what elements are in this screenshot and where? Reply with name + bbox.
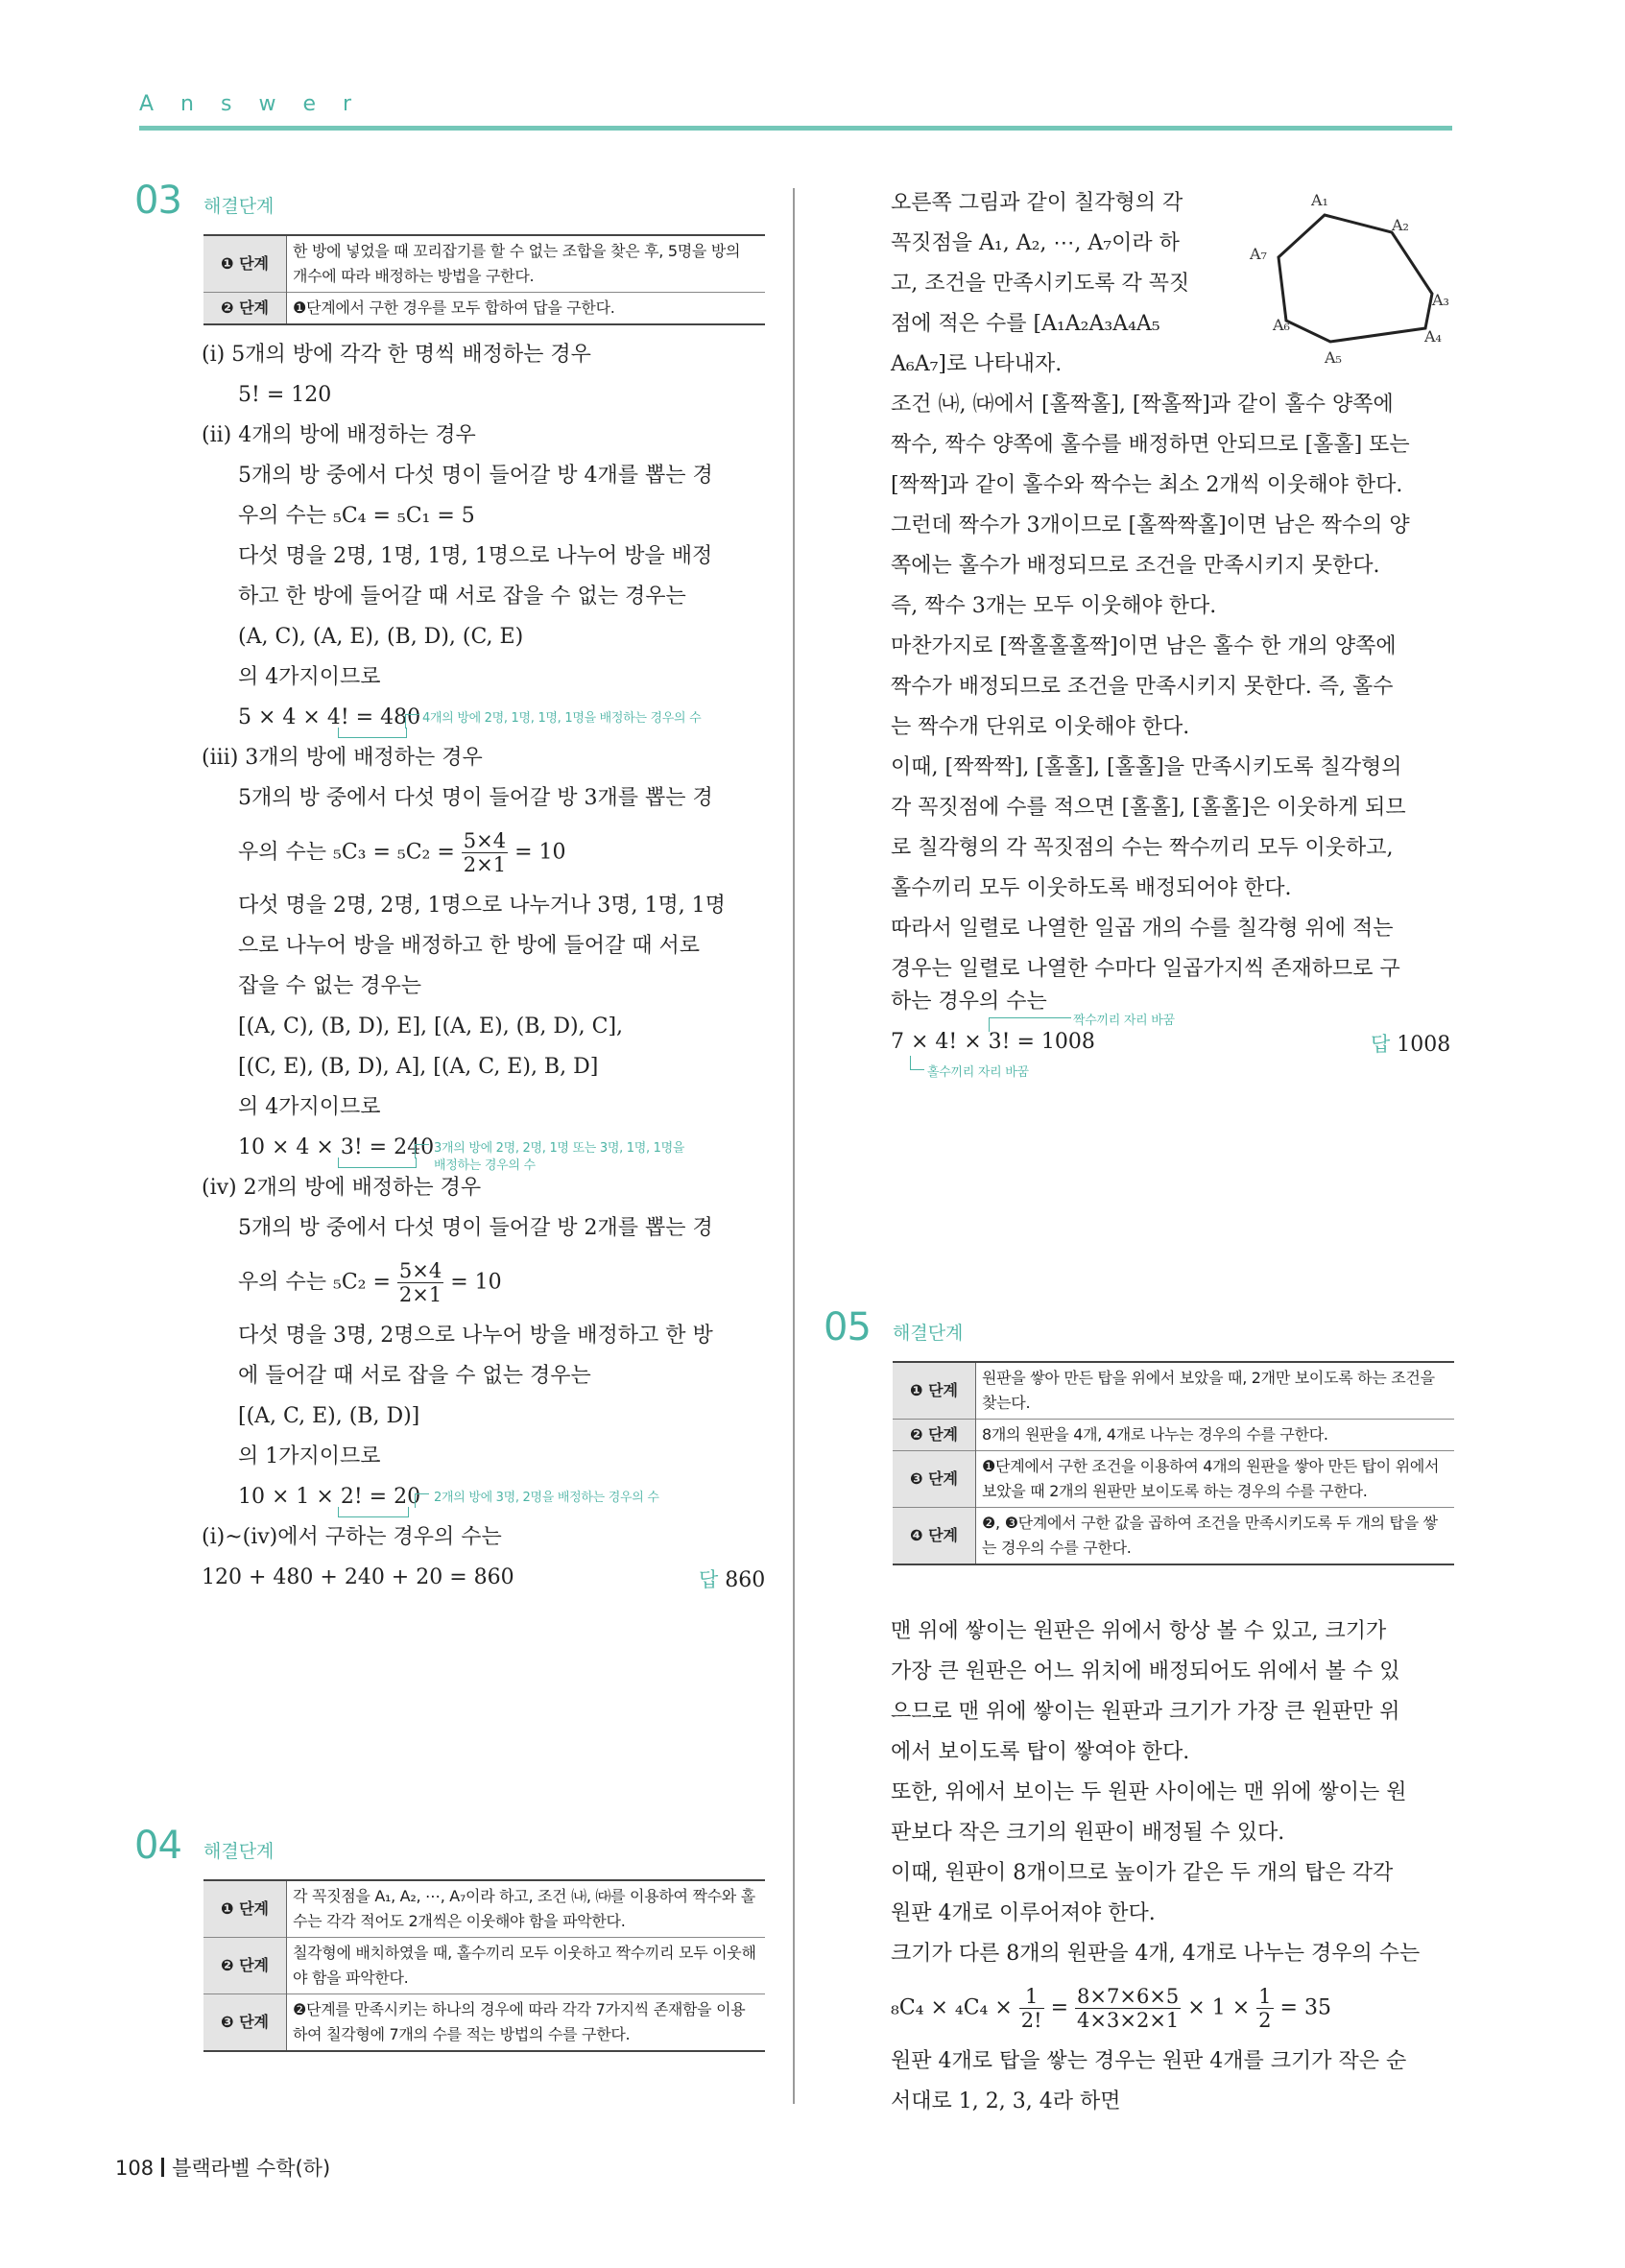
page-footer [115,2153,330,2182]
q05-steps-table [893,1361,1454,1565]
text-line: 각 꼭짓점에 수를 적으면 [홀홀], [홀홀]은 이웃하게 되므 [891,796,1406,820]
step-label: ❷ 단계 [203,1938,287,1994]
q04-number: 04 [134,1824,181,1868]
equation-text: = [1050,1995,1069,2020]
text-line: 다섯 명을 3명, 2명으로 나누어 방을 배정하고 한 방 [238,1324,713,1348]
annotation-bracket [338,728,407,738]
text-line: 에 들어갈 때 서로 잡을 수 없는 경우는 [238,1364,591,1388]
step-label: ❶ 단계 [203,1880,287,1938]
annotation-bracket [1002,1017,1071,1019]
text-line: 잡을 수 없는 경우는 [238,974,421,998]
text-line: [짝짝]과 같이 홀수와 짝수는 최소 2개씩 이웃해야 한다. [891,473,1403,497]
equation-text: = 10 [514,840,566,865]
text-line: 조건 ㈏, ㈐에서 [홀짝홀], [짝홀짝]과 같이 홀수 양쪽에 [891,393,1394,417]
q03-label: 해결단계 [203,196,275,217]
step-text: 8개의 원판을 4개, 4개로 나누는 경우의 수를 구한다. [976,1420,1455,1451]
q03-number: 03 [134,179,181,223]
step-row [203,235,765,293]
text-line: (ⅰ)~(ⅳ)에서 구하는 경우의 수는 [202,1525,502,1549]
vertex-label: A₅ [1325,348,1342,367]
step-text: 원판을 쌓아 만든 탑을 위에서 보았을 때, 2개만 보이도록 하는 조건을 찾는다. [982,1369,1435,1412]
text-line: 판보다 작은 크기의 원판이 배정될 수 있다. [891,1821,1285,1845]
fraction-numerator: 1 [1258,1985,1272,2008]
fraction-denominator: 2! [1020,2009,1042,2032]
text-line: 하는 경우의 수는 [891,990,1047,1014]
step-text: ❶단계에서 구한 경우를 모두 합하여 답을 구한다. [287,293,766,325]
fraction [397,1259,443,1306]
vertex-label: A₇ [1250,245,1267,263]
equation-text: = 35 [1279,1995,1331,2020]
annotation-note: 4개의 방에 2명, 1명, 1명, 1명을 배정하는 경우의 수 [422,711,702,726]
vertex-label: A₂ [1392,216,1409,234]
answer-label: 답 [1371,1033,1391,1056]
text-line: 쪽에는 홀수가 배정되므로 조건을 만족시키지 못한다. [891,554,1380,578]
text-line: (ⅰ) 5개의 방에 각각 한 명씩 배정하는 경우 [202,343,591,367]
step-label: ❸ 단계 [203,1994,287,2052]
equation-text: 우의 수는 ₅C₃ = ₅C₂ = [238,840,455,865]
equation-line [238,1259,502,1306]
equation-line: 5 × 4 × 4! = 480 [238,705,421,729]
text-line: 그런데 짝수가 3개이므로 [홀짝짝홀]이면 남은 짝수의 양 [891,513,1410,537]
annotation-bracket [415,1493,429,1508]
step-row [893,1451,1454,1508]
answer [1371,1029,1450,1058]
fraction-numerator: 1 [1019,1985,1044,2009]
annotation-note: 홀수끼리 자리 바꿈 [927,1065,1029,1080]
annotation-bracket [405,714,419,728]
text-line: 이때, [짝짝짝], [홀홀], [홀홀]을 만족시키도록 칠각형의 [891,755,1402,779]
step-text: 칠각형에 배치하였을 때, 홀수끼리 모두 이웃하고 짝수끼리 모두 이웃해야 함을 파악한다. [287,1938,766,1994]
q05-number: 05 [824,1305,871,1349]
equation-text: = 10 [450,1270,502,1295]
text-line: 마찬가지로 [짝홀홀홀짝]이면 남은 홀수 한 개의 양쪽에 [891,634,1397,658]
fraction-denominator: 4×3×2×1 [1077,2009,1180,2032]
annotation-bracket [415,1144,429,1158]
step-row [893,1362,1454,1420]
fraction-numerator: 5×4 [463,829,507,852]
equation-text: × 1 × [1187,1995,1251,2020]
annotation-bracket [910,1056,924,1070]
book-title: 블랙라벨 수학(하) [172,2157,331,2180]
q05-label: 해결단계 [893,1323,964,1344]
vertex-label: A₃ [1432,291,1449,309]
text-line: (A, C), (A, E), (B, D), (C, E) [238,625,524,649]
text-line: 따라서 일렬로 나열한 일곱 개의 수를 칠각형 위에 적는 [891,917,1394,941]
text-line: 는 짝수개 단위로 이웃해야 한다. [891,715,1190,739]
step-text: 한 방에 넣었을 때 꼬리잡기를 할 수 없는 조합을 찾은 후, 5명을 방의 개수에 따라 배정하는 방법을 구한다. [293,242,741,285]
vertex-label: A₆ [1273,316,1290,334]
header-rule [139,126,1452,131]
text-line: 의 4가지이므로 [238,1095,381,1119]
step-text: ❶단계에서 구한 조건을 이용하여 4개의 원판을 쌓아 만든 탑이 위에서 보았을 때 2개의 원판만 보이도록 하는 경우의 수를 구한다. [976,1451,1455,1508]
q03-steps-table [203,234,765,325]
vertex-label: A₄ [1424,327,1442,346]
text-line: 꼭짓점을 A₁, A₂, ⋯, A₇이라 하 [891,231,1180,255]
fraction-denominator: 2×1 [463,853,507,876]
text-line: 고, 조건을 만족시키도록 각 꼭짓 [891,272,1190,296]
text-line: 으로 나누어 방을 배정하고 한 방에 들어갈 때 서로 [238,934,700,958]
text-line: 원판 4개로 이루어져야 한다. [891,1901,1156,1925]
heptagon-figure [1248,186,1459,378]
text-line: [(A, C, E), (B, D)] [238,1404,420,1428]
text-line: [(C, E), (B, D), A], [(A, C, E), B, D] [238,1055,599,1079]
text-line: 로 칠각형의 각 꼭짓점의 수는 짝수끼리 모두 이웃하고, [891,836,1394,860]
fraction-numerator: 5×4 [398,1259,442,1282]
text-line: 다섯 명을 2명, 2명, 1명으로 나누거나 3명, 1명, 1명 [238,894,726,918]
text-line: 이때, 원판이 8개이므로 높이가 같은 두 개의 탑은 각각 [891,1861,1394,1885]
fraction-numerator: 8×7×6×5 [1077,1985,1180,2008]
text-line: 원판 4개로 탑을 쌓는 경우는 원판 4개를 크기가 작은 순 [891,2049,1407,2073]
text-line: 경우는 일렬로 나열한 수마다 일곱가지씩 존재하므로 구 [891,957,1400,981]
step-label: ❶ 단계 [893,1362,976,1420]
step-label: ❸ 단계 [893,1451,976,1508]
answer-value: 1008 [1397,1033,1451,1057]
section-label: Answer [139,92,379,116]
heptagon-shape [1278,215,1432,342]
equation-line: 120 + 480 + 240 + 20 = 860 [202,1565,514,1589]
annotation-note: 2개의 방에 3명, 2명을 배정하는 경우의 수 [434,1491,659,1505]
text-line: 우의 수는 ₅C₄ = ₅C₁ = 5 [238,504,475,528]
answer-label: 답 [699,1568,719,1591]
answer-value: 860 [725,1568,766,1592]
fraction [1019,1985,1044,2032]
step-label: ❶ 단계 [203,235,287,293]
annotation-note: 짝수끼리 자리 바꿈 [1073,1014,1175,1028]
fraction-denominator: 2 [1258,2009,1272,2032]
fraction [1256,1985,1273,2032]
fraction [1075,1985,1181,2032]
text-line: 짝수가 배정되므로 조건을 만족시키지 못한다. 즉, 홀수 [891,675,1394,699]
text-line: 맨 위에 쌓이는 원판은 위에서 항상 볼 수 있고, 크기가 [891,1619,1387,1643]
step-row [893,1508,1454,1565]
annotation-bracket [338,1507,409,1517]
text-line: 서대로 1, 2, 3, 4라 하면 [891,2089,1121,2113]
text-line: 크기가 다른 8개의 원판을 4개, 4개로 나누는 경우의 수는 [891,1942,1421,1966]
text-line: 또한, 위에서 보이는 두 원판 사이에는 맨 위에 쌓이는 원 [891,1780,1407,1804]
text-line: (ⅳ) 2개의 방에 배정하는 경우 [202,1176,482,1200]
step-row [203,293,765,325]
step-label: ❹ 단계 [893,1508,976,1565]
step-label: ❷ 단계 [203,293,287,325]
step-row [203,1880,765,1938]
equation-line [238,829,566,876]
text-line: 으므로 맨 위에 쌓이는 원판과 크기가 가장 큰 원판만 위 [891,1700,1400,1724]
step-text: 각 꼭짓점을 A₁, A₂, ⋯, A₇이라 하고, 조건 ㈏, ㈐를 이용하여 짝수와 홀수는 각각 적어도 2개씩은 이웃해야 함을 파악한다. [293,1887,755,1930]
text-line: 5개의 방 중에서 다섯 명이 들어갈 방 2개를 뽑는 경 [238,1216,713,1240]
equation-text: ₈C₄ × ₄C₄ × [891,1995,1013,2020]
text-line: 5! = 120 [238,383,332,407]
text-line: (ⅱ) 4개의 방에 배정하는 경우 [202,423,476,447]
text-line: 가장 큰 원판은 어느 위치에 배정되어도 위에서 볼 수 있 [891,1659,1400,1683]
step-text: ❷단계를 만족시키는 하나의 경우에 따라 각각 7가지씩 존재함을 이용하여 칠각형에 7개의 수를 적는 방법의 수를 구한다. [287,1994,766,2052]
q04-steps-table [203,1879,765,2052]
equation-line: 10 × 4 × 3! = 240 [238,1135,435,1159]
annotation-note: 3개의 방에 2명, 2명, 1명 또는 3명, 1명, 1명을 [434,1141,685,1156]
answer [699,1564,765,1593]
equation-text: 우의 수는 ₅C₂ = [238,1270,391,1295]
footer-separator [161,2158,164,2177]
text-line: 하고 한 방에 들어갈 때 서로 잡을 수 없는 경우는 [238,585,686,609]
step-label: ❷ 단계 [893,1420,976,1451]
column-divider [793,188,795,2104]
text-line: 점에 적은 수를 [A₁A₂A₃A₄A₅ [891,312,1160,336]
fraction-denominator: 2×1 [398,1283,442,1306]
text-line: 오른쪽 그림과 같이 칠각형의 각 [891,191,1183,215]
equation-line: 10 × 1 × 2! = 20 [238,1485,421,1509]
equation-line: 7 × 4! × 3! = 1008 [891,1030,1095,1054]
text-line: 즉, 짝수 3개는 모두 이웃해야 한다. [891,594,1217,618]
text-line: 에서 보이도록 탑이 쌓여야 한다. [891,1740,1190,1764]
text-line: 5개의 방 중에서 다섯 명이 들어갈 방 4개를 뽑는 경 [238,464,713,488]
annotation-bracket [338,1158,417,1168]
vertex-label: A₁ [1311,191,1328,209]
step-text: ❷, ❸단계에서 구한 값을 곱하여 조건을 만족시키도록 두 개의 탑을 쌓는 경우의 수를 구한다. [976,1508,1455,1565]
text-line: [(A, C), (B, D), E], [(A, E), (B, D), C], [238,1015,624,1039]
fraction [462,829,508,876]
step-row [203,1938,765,1994]
text-line: (ⅲ) 3개의 방에 배정하는 경우 [202,746,483,770]
text-line: 짝수, 짝수 양쪽에 홀수를 배정하면 안되므로 [홀홀] 또는 [891,433,1410,457]
step-row [893,1420,1454,1451]
text-line: 5개의 방 중에서 다섯 명이 들어갈 방 3개를 뽑는 경 [238,786,713,810]
step-row [203,1994,765,2052]
q04-label: 해결단계 [203,1841,275,1862]
text-line: 홀수끼리 모두 이웃하도록 배정되어야 한다. [891,876,1292,900]
equation-line [891,1985,1331,2032]
text-line: 의 1가지이므로 [238,1444,381,1468]
text-line: 의 4가지이므로 [238,665,381,689]
text-line: A₆A₇]로 나타내자. [891,352,1063,376]
annotation-note: 배정하는 경우의 수 [434,1158,536,1173]
text-line: 다섯 명을 2명, 1명, 1명, 1명으로 나누어 방을 배정 [238,544,713,568]
page-number: 108 [115,2157,155,2180]
